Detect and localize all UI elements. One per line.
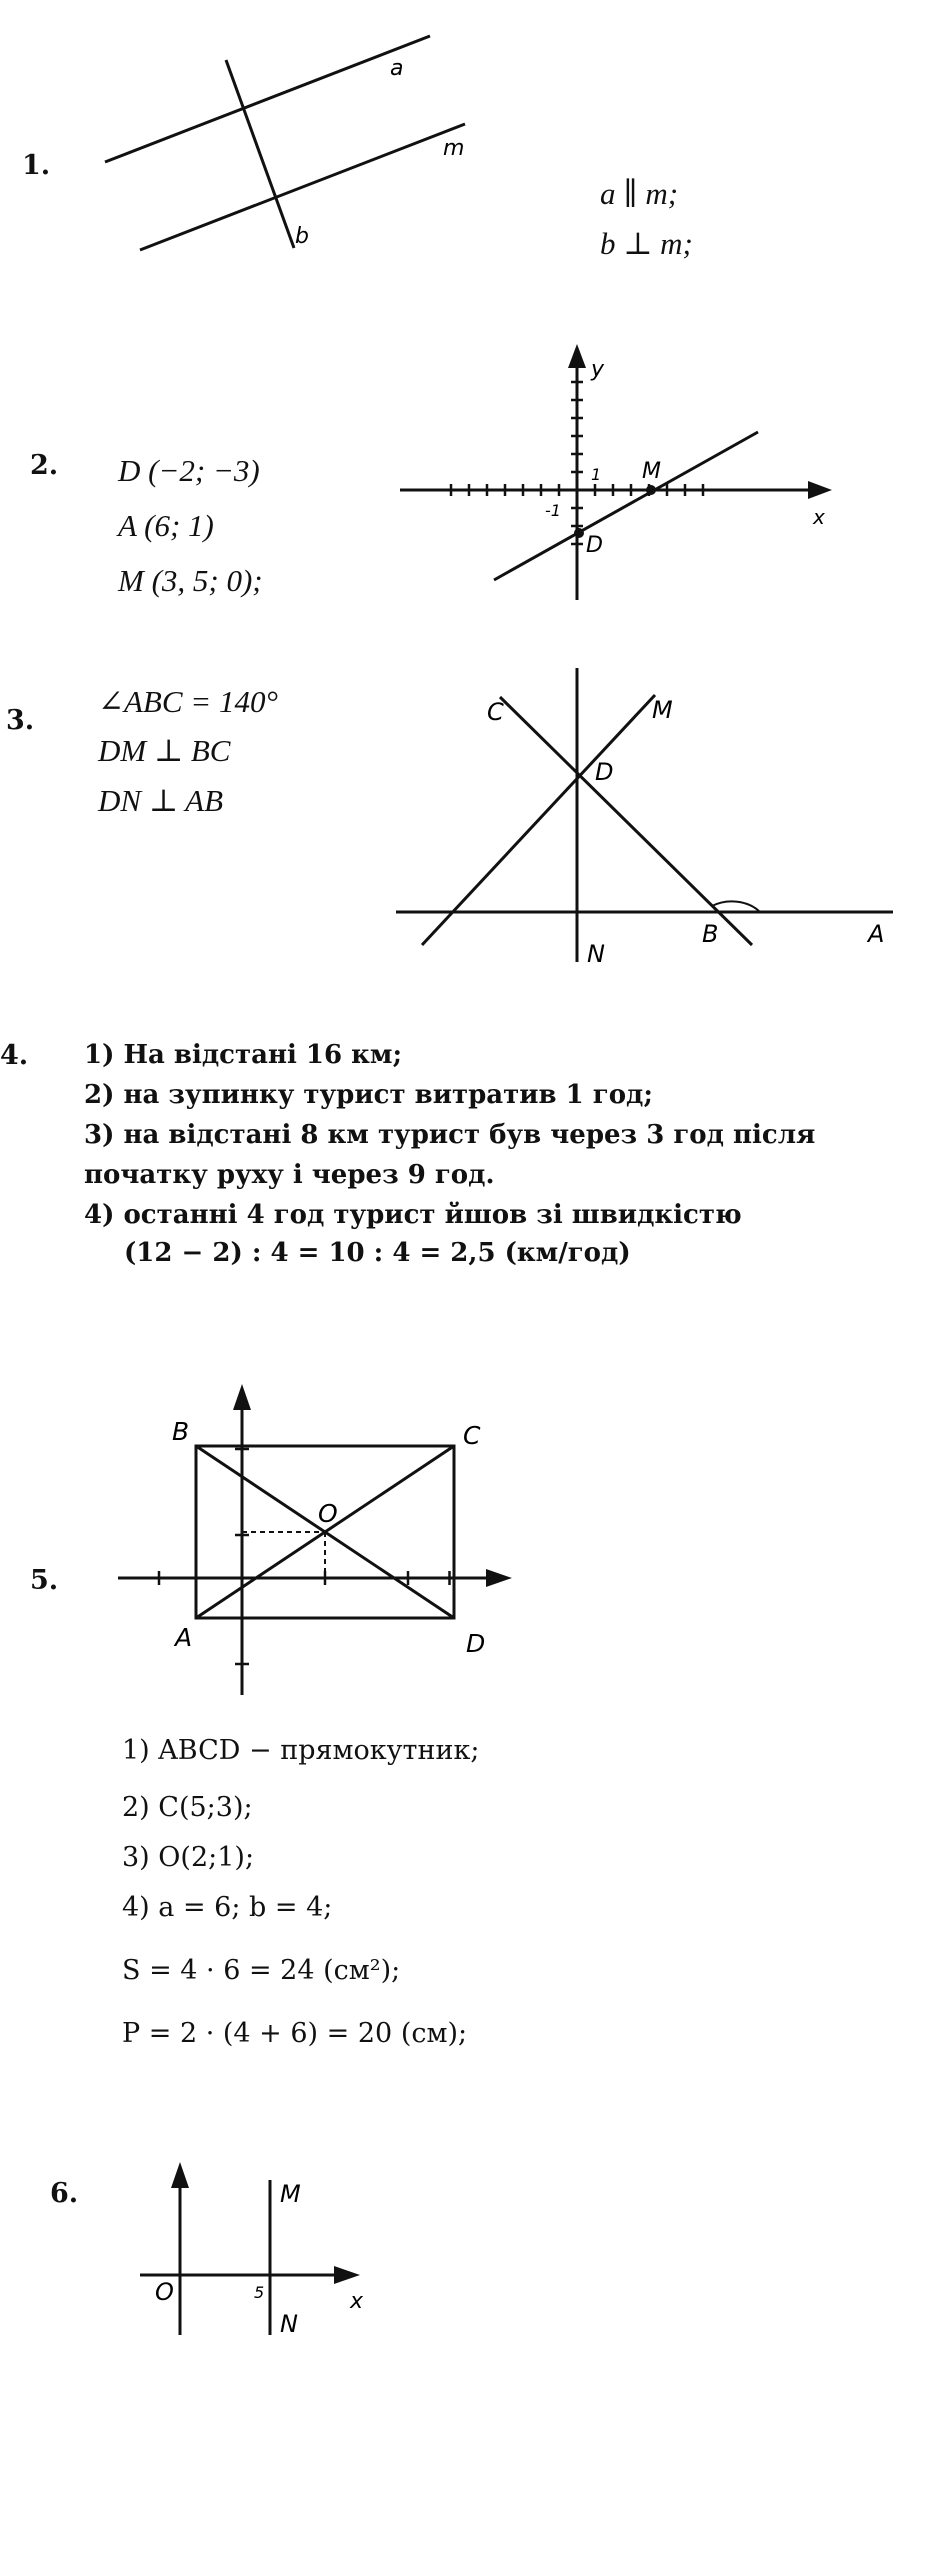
label-b: B <box>172 1417 190 1446</box>
label-m: M <box>652 696 673 724</box>
label-o: O <box>155 2278 174 2306</box>
problem-3-fact-dm: DM ⊥ BC <box>98 733 231 768</box>
label-o: O <box>318 1499 338 1528</box>
problem-4-line-3: 3) на відстані 8 км турист був через 3 год після <box>84 1120 816 1150</box>
label-c: C <box>463 1421 481 1450</box>
label-y: y <box>591 357 605 382</box>
label-b: B <box>702 920 719 948</box>
problem-1-fact-parallel: a ∥ m; <box>600 176 679 211</box>
problem-2-point-d: D (−2; −3) <box>118 453 260 488</box>
problem-5-line-4: 4) a = 6; b = 4; <box>122 1892 333 1923</box>
problem-5-line-1: 1) ABCD − прямокутник; <box>122 1735 480 1766</box>
problem-2-point-m: M (3, 5; 0); <box>118 563 263 598</box>
label-one: 1 <box>591 465 602 484</box>
y-axis-arrow <box>171 2162 189 2188</box>
x-axis-arrow <box>334 2266 360 2284</box>
label-n: N <box>587 940 605 968</box>
problem-5-number: 5. <box>30 1565 59 1596</box>
label-a: A <box>175 1623 193 1652</box>
problem-5-line-3: 3) O(2;1); <box>122 1842 255 1873</box>
label-x: x <box>813 505 825 529</box>
problem-1-number: 1. <box>22 150 51 181</box>
label-m: m <box>443 136 465 161</box>
problem-2-number: 2. <box>30 450 59 481</box>
problem-4-line-1: 1) На відстані 16 км; <box>84 1040 403 1070</box>
label-a: a <box>390 56 404 81</box>
problem-5-line-6: P = 2 · (4 + 6) = 20 (см); <box>122 2018 468 2049</box>
problem-3-fact-angle: ∠ABC = 140° <box>98 684 278 719</box>
problem-1-fact-perpendicular: b ⊥ m; <box>600 226 693 261</box>
label-x: x <box>350 2289 364 2314</box>
problem-4-number: 4. <box>0 1040 29 1071</box>
problem-4-line-2: 2) на зупинку турист витратив 1 год; <box>84 1080 653 1110</box>
problem-4-line-4: початку руху і через 9 год. <box>84 1160 495 1190</box>
label-minus-one: -1 <box>545 501 561 520</box>
label-m: M <box>280 2180 301 2208</box>
label-d: D <box>595 758 614 786</box>
problem-4-line-6: (12 − 2) : 4 = 10 : 4 = 2,5 (км/год) <box>124 1238 631 1268</box>
problem-4-line-5: 4) останні 4 год турист йшов зі швидкістю <box>84 1200 742 1230</box>
label-m: M <box>642 459 661 484</box>
label-d: D <box>586 533 603 558</box>
problem-5-line-5: S = 4 · 6 = 24 (см²); <box>122 1955 401 1986</box>
problem-6-number: 6. <box>50 2178 79 2209</box>
label-d: D <box>466 1629 486 1658</box>
label-b: b <box>295 224 309 249</box>
label-n: N <box>280 2310 298 2338</box>
label-five: 5 <box>254 2283 265 2302</box>
problem-5-line-2: 2) C(5;3); <box>122 1792 253 1823</box>
label-c: C <box>487 698 504 726</box>
problem-3-number: 3. <box>6 705 35 736</box>
problem-3-fact-dn: DN ⊥ AB <box>98 783 224 818</box>
label-a: A <box>868 920 885 948</box>
problem-2-point-a: A (6; 1) <box>118 508 214 543</box>
